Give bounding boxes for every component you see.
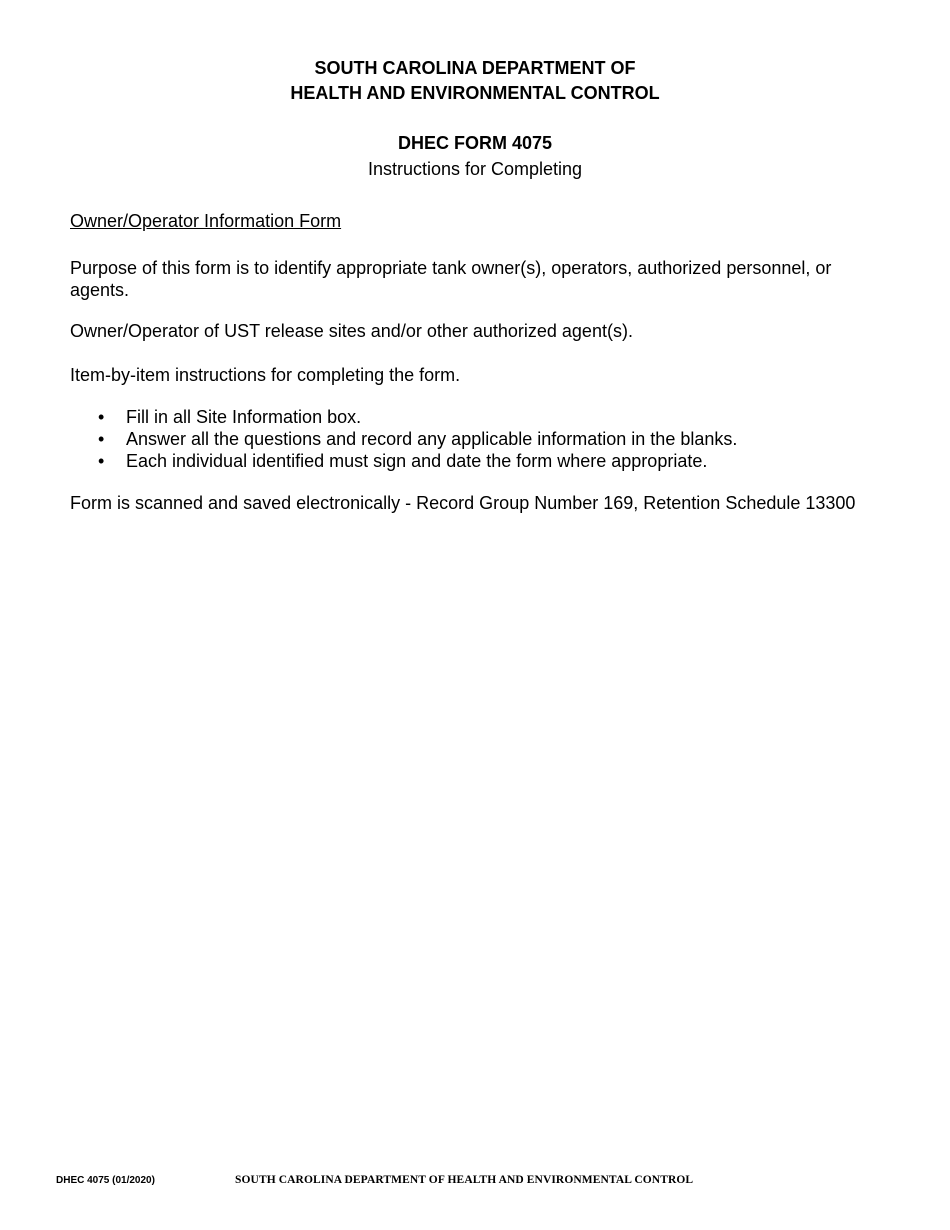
bullet-icon: • xyxy=(98,407,105,427)
bullet-icon: • xyxy=(98,429,105,449)
instruction-list xyxy=(70,406,870,472)
footer-form-code: DHEC 4075 (01/2020) xyxy=(56,1175,155,1186)
list-item xyxy=(70,428,870,450)
agency-line-2: HEALTH AND ENVIRONMENTAL CONTROL xyxy=(290,83,660,103)
purpose-paragraph: Purpose of this form is to identify appropriate tank owner(s), operators, authorized personnel, or agents. xyxy=(70,258,832,300)
list-item xyxy=(70,450,870,472)
retention-paragraph: Form is scanned and saved electronically - Record Group Number 169, Retention Schedule 13300 xyxy=(70,493,856,513)
agency-line-1: SOUTH CAROLINA DEPARTMENT OF xyxy=(314,58,636,78)
list-item-text: Answer all the questions and record any applicable information in the blanks. xyxy=(126,429,738,449)
agency-header xyxy=(0,56,950,106)
list-item-text: Each individual identified must sign and date the form where appropriate. xyxy=(126,451,708,471)
form-subtitle: Instructions for Completing xyxy=(367,159,583,179)
form-number-title: DHEC FORM 4075 xyxy=(397,133,553,153)
list-item xyxy=(70,406,870,428)
applies-to-paragraph: Owner/Operator of UST release sites and/or other authorized agent(s). xyxy=(70,321,633,341)
bullet-icon: • xyxy=(98,451,105,471)
list-item-text: Fill in all Site Information box. xyxy=(126,407,362,427)
section-title: Owner/Operator Information Form xyxy=(70,211,342,231)
instructions-intro: Item-by-item instructions for completing the form. xyxy=(70,365,461,385)
footer-agency: SOUTH CAROLINA DEPARTMENT OF HEALTH AND ENVIRONMENTAL CONTROL xyxy=(235,1174,694,1186)
